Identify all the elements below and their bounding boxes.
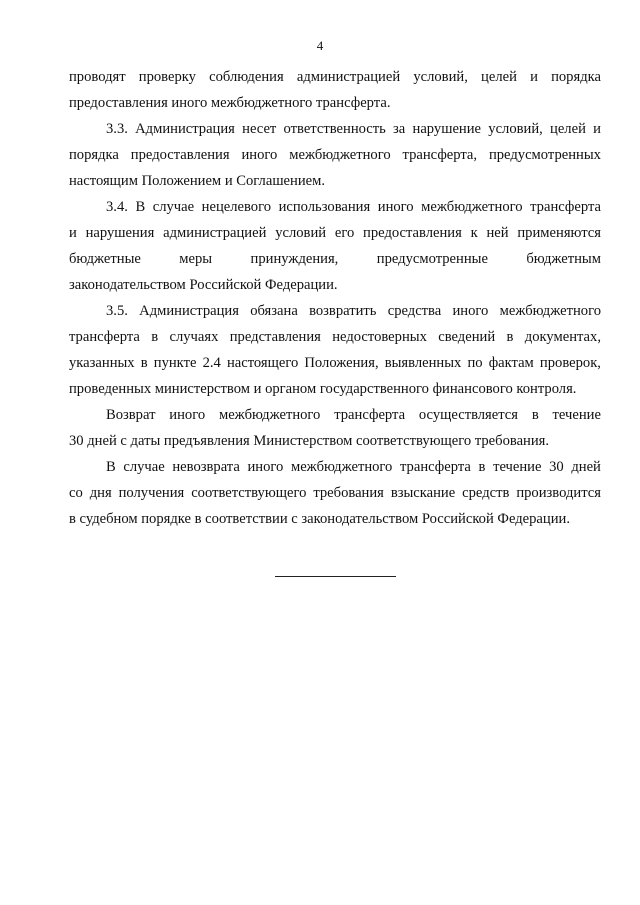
word: целей <box>481 69 517 85</box>
word: средства <box>387 303 442 319</box>
text-line <box>69 350 601 376</box>
text-line: проведенных министерством и органом государственного финансового контроля. <box>69 381 577 397</box>
word: иного <box>169 407 206 423</box>
text-line <box>69 246 601 272</box>
word: взыскание <box>390 485 456 501</box>
text-line: в судебном порядке в соответствии с законодательством Российской Федерации. <box>69 511 570 527</box>
word: использования <box>278 199 371 215</box>
word: иного <box>452 303 489 319</box>
text-line <box>69 220 601 246</box>
text-line: настоящим Положением и Соглашением. <box>69 173 326 189</box>
word: в <box>151 329 159 345</box>
word: иного <box>241 147 278 163</box>
word: случае <box>152 199 195 215</box>
word: целей <box>550 121 586 137</box>
text-line <box>69 480 601 506</box>
word: невозврата <box>172 459 240 475</box>
word: нецелевого <box>201 199 272 215</box>
word: порядка <box>551 69 601 85</box>
word: Возврат <box>106 407 156 423</box>
word: соблюдения <box>209 69 284 85</box>
word: трансферта <box>400 459 471 475</box>
word: проверку <box>138 69 196 85</box>
word: со <box>69 485 83 501</box>
text-line <box>69 116 601 142</box>
text-line <box>69 454 601 480</box>
paragraph-continuation <box>69 64 601 116</box>
word: средств <box>462 485 510 501</box>
word: за <box>393 121 406 137</box>
word: Администрация <box>135 121 235 137</box>
word: бюджетные <box>69 251 141 267</box>
paragraph-non-return <box>69 454 601 532</box>
text-line: 30 дней с даты предъявления Министерством соответствующего требования. <box>69 433 550 449</box>
text-line <box>69 324 601 350</box>
word: В <box>106 459 116 475</box>
text-line <box>69 194 601 220</box>
word: соответствующего <box>191 485 307 501</box>
word: его <box>334 225 355 241</box>
word: обязана <box>250 303 298 319</box>
text-line <box>69 142 601 168</box>
word: представления <box>229 329 321 345</box>
word: случае <box>123 459 165 475</box>
word: проводят <box>69 69 126 85</box>
word: применяются <box>517 225 601 241</box>
word: предусмотренных <box>488 147 601 163</box>
word: Администрация <box>139 303 239 319</box>
word: меры <box>179 251 213 267</box>
word: администрацией <box>296 69 401 85</box>
word: и <box>69 225 77 241</box>
word: получения <box>118 485 185 501</box>
word: условий <box>275 225 327 241</box>
text-line: законодательством Российской Федерации. <box>69 277 338 293</box>
word: дня <box>89 485 112 501</box>
word: проверок, <box>539 355 601 371</box>
paragraph-3-4 <box>69 194 601 298</box>
text-line <box>69 64 601 90</box>
word: межбюджетного <box>421 199 523 215</box>
word: 3.5. <box>106 303 128 319</box>
word: в <box>140 355 148 371</box>
word: трансферта <box>69 329 140 345</box>
word: Положения, <box>304 355 379 371</box>
end-separator-line <box>275 576 396 577</box>
word: администрацией <box>163 225 267 241</box>
word: производится <box>516 485 601 501</box>
word: случаях <box>169 329 219 345</box>
word: и <box>593 121 601 137</box>
word: трансферта <box>530 199 601 215</box>
word: возвратить <box>309 303 377 319</box>
text-line: предоставления иного межбюджетного трансферта. <box>69 95 391 111</box>
word: к <box>470 225 478 241</box>
word: иного <box>247 459 284 475</box>
word: бюджетным <box>526 251 601 267</box>
word: настоящего <box>226 355 299 371</box>
word: принуждения, <box>250 251 339 267</box>
word: сведений <box>438 329 496 345</box>
word: предусмотренные <box>376 251 488 267</box>
paragraph-3-5 <box>69 298 601 402</box>
word: предоставления <box>363 225 462 241</box>
word: 2.4 <box>202 355 221 371</box>
word: дней <box>571 459 601 475</box>
word: ответственность <box>283 121 386 137</box>
word: межбюджетного <box>499 303 601 319</box>
word: документах, <box>524 329 601 345</box>
word: течение <box>552 407 601 423</box>
word: порядка <box>69 147 119 163</box>
word: в <box>478 459 486 475</box>
word: осуществляется <box>418 407 518 423</box>
paragraph-3-3 <box>69 116 601 194</box>
word: предоставления <box>130 147 230 163</box>
text-line <box>69 298 601 324</box>
word: 3.4. <box>106 199 128 215</box>
word: условий, <box>488 121 543 137</box>
word: трансферта <box>334 407 406 423</box>
word: в <box>506 329 514 345</box>
word: 30 <box>549 459 564 475</box>
text-line <box>69 402 601 428</box>
word: ней <box>486 225 509 241</box>
word: выявленных <box>384 355 462 371</box>
word: указанных <box>69 355 135 371</box>
word: фактам <box>488 355 534 371</box>
page-number: 4 <box>316 38 324 53</box>
word: недостоверных <box>332 329 427 345</box>
word: в <box>531 407 539 423</box>
word: межбюджетного <box>218 407 321 423</box>
word: межбюджетного <box>289 147 391 163</box>
word: требования <box>313 485 384 501</box>
word: течение <box>493 459 542 475</box>
word: условий, <box>413 69 468 85</box>
word: 3.3. <box>106 121 128 137</box>
word: трансферта, <box>402 147 478 163</box>
word: по <box>467 355 483 371</box>
word: нарушения <box>85 225 155 241</box>
word: иного <box>377 199 414 215</box>
word: В <box>135 199 146 215</box>
document-body <box>69 64 601 532</box>
paragraph-return <box>69 402 601 454</box>
word: нарушение <box>412 121 482 137</box>
word: и <box>530 69 538 85</box>
word: пункте <box>153 355 197 371</box>
word: межбюджетного <box>290 459 393 475</box>
word: несет <box>242 121 277 137</box>
